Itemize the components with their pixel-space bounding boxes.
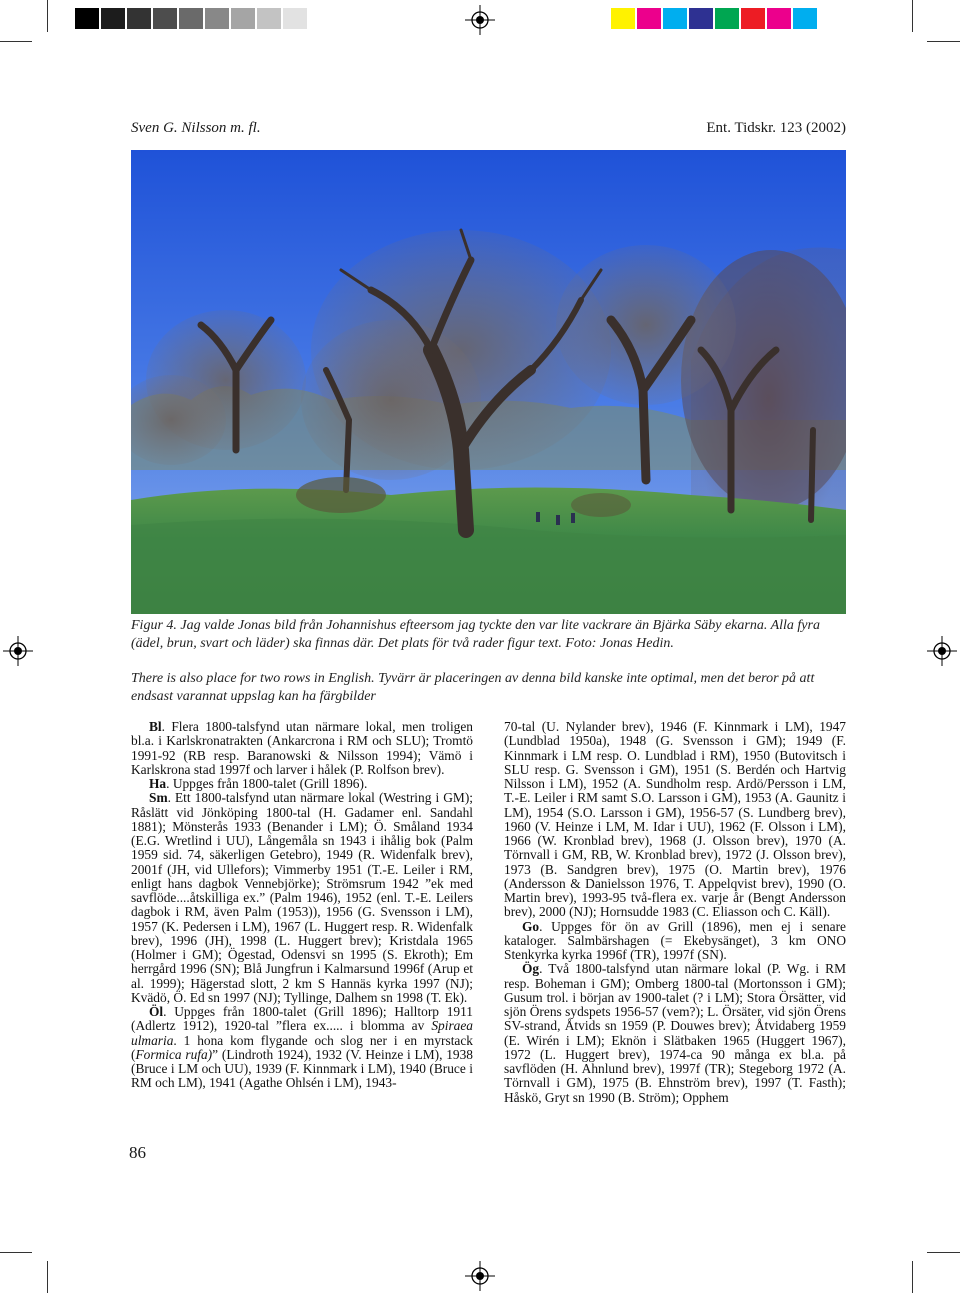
paragraph-oland [131, 1005, 473, 1091]
blue-swatch [689, 8, 713, 29]
gray-swatch [101, 8, 125, 29]
crop-mark [912, 0, 913, 32]
crop-mark [927, 1252, 960, 1253]
paragraph-text: . Uppges för ön av Grill (1896), men ej i senare kataloger. Salmbärshagen (= Ekebysänget), 3 km ONO Stenkyrka kyrka 1996f (TR), 1997f (SN). [504, 918, 846, 962]
figure-caption-swedish: Figur 4. Jag valde Jonas bild från Johannishus efteersom jag tyckte den var lite vackrare än Bjärka Säby ekarna. Alla fyra (ädel, brun, svart och läder) ska finnas där. Det plats för två rader figur text. Foto: Jonas Hedin. [131, 618, 820, 651]
figure-caption-english: There is also place for two rows in English. Tyvärr är placeringen av denna bild kanske inte optimal, men det beror på att endsast varannat uppslag kan ha färgbilder [131, 671, 815, 704]
cyan-swatch [663, 8, 687, 29]
paragraph-text: . Flera 1800-talsfynd utan närmare lokal, men troligen bl.a. i Karlskronatrakten (Ankarcrona i RM och SLU); Tromtö 1991-92 (RB resp. Baranowski & Nilsson 1994); Vämö i Karlskrona stad 1997f och larver i hålek (P. Rolfson brev). [131, 719, 473, 777]
yellow-swatch [611, 8, 635, 29]
crop-mark [0, 41, 32, 42]
page-number: 86 [129, 1143, 146, 1162]
running-head-author: Sven G. Nilsson m. fl. [131, 120, 261, 136]
gray-swatch [75, 8, 99, 29]
green-swatch [715, 8, 739, 29]
registration-mark-icon [465, 1261, 495, 1291]
gray-swatch [127, 8, 151, 29]
province-label: Ha [149, 776, 167, 791]
registration-mark-icon [927, 636, 957, 666]
gray-swatch [257, 8, 281, 29]
paragraph-smaland [131, 791, 473, 1005]
crop-mark [927, 41, 960, 42]
province-label: Bl [149, 719, 162, 734]
paragraph-blekinge [131, 720, 473, 777]
paragraph-gotland [504, 920, 846, 963]
body-column-left [131, 720, 473, 1091]
registration-mark-icon [465, 5, 495, 35]
color-calibration-bar [611, 0, 826, 36]
gray-swatch [283, 8, 307, 29]
paragraph-text: . Uppges från 1800-talet (Grill 1896); Halltorp 1911 (Adlertz 1912), 1920-tal ”flera ex..... i blomma av [131, 1004, 473, 1034]
paragraph-text: ” (Lindroth 1924), 1932 (V. Heinze i LM), 1938 (Bruce i LM och UU), 1939 (F. Kinnmark i LM), 1940 (Bruce i RM och LM), 1941 (Agathe Ohlsén i LM), 1943- [131, 1046, 473, 1091]
running-head-journal: Ent. Tidskr. 123 (2002) [706, 120, 846, 136]
red-swatch [741, 8, 765, 29]
gray-swatch [205, 8, 229, 29]
province-label: Ög [522, 961, 540, 977]
paragraph-halland [131, 777, 473, 791]
oak-pasture-photo [131, 150, 846, 614]
body-column-right [504, 720, 846, 1105]
paragraph-text: . Uppges från 1800-talet (Grill 1896). [166, 776, 368, 791]
magenta-swatch [767, 8, 791, 29]
paragraph-text: . Ett 1800-talsfynd utan närmare lokal (Westring i GM); Råslätt vid Jönköping 1800-tal (H. Gadamer enl. Sandahl 1881); Mönsterås 1933 (Benander i LM); Ö. Småland 1934 (E.G. Wretlind i UU), Långemåla sn 1943 i ihålig bok (Palm 1959 sid. 74, säkerligen Getebro), 1949 (R. Widenfalk brev), 2001f (JH, vid Ullefors); Vimmerby 1951 (T.-E. Leiler i RM, enligt hans dagbok Vennebjörke); Strömsrum 1942 ”ek med savflöde....åtskilliga ex.” (Palm 1946), 1952 (enl. T.-E. Leilers dagbok i RM, även Palm (1953)), 1956 (G. Svensson i LM), 1957 (K. Pedersen i LM), 1967 (L. Huggert resp. R. Widenfalk brev), 1996 (JH), 1998 (L. Huggert brev); Kristdala 1965 (Holmer i GM); Ögestad, Odensvi sn 1995 (S. Ekroth); Em herrgård 1996 (SN); Blå Jungfrun i Kalmarsund 1996f (Arup et al. 1999); Hägerstad slott, 2 km S Hannäs kyrka 1997 (NJ); Kvädö, Ö. Ed sn 1997 (NJ); Tyllinge, Dalhem sn 1998 (T. Ek). [131, 790, 473, 1005]
crop-mark [47, 1261, 48, 1293]
crop-mark [0, 1252, 32, 1253]
registration-mark-icon [3, 636, 33, 666]
paragraph-text: . 1 hona kom flygande och slog ner i en myrstack ( [131, 1032, 473, 1062]
crop-mark [912, 1261, 913, 1293]
gray-calibration-bar [75, 0, 315, 36]
gray-swatch [179, 8, 203, 29]
paragraph-ostergotland [504, 962, 846, 1105]
cyan-swatch [793, 8, 817, 29]
gray-swatch [231, 8, 255, 29]
species-name: Spiraea ulmaria [131, 1018, 473, 1048]
species-name: Formica rufa) [135, 1046, 213, 1062]
province-label: Go [522, 918, 540, 934]
paragraph-oland-continued: 70-tal (U. Nylander brev), 1946 (F. Kinnmark i LM), 1947 (Lundblad 1950a), 1948 (G. Svensson i GM); 1949 (F. Kinnmark i LM resp. O. Lundblad i RM), 1950 (Butovitsch i SLU resp. G. Svensson i GM), 1951 (S. Berdén och Hartvig Nilsson i LM), 1952 (A. Sundholm resp. Ardö/Persson i LM, T.-E. Leiler i RM samt S.O. Larsson i GM), 1953 (A. Gaunitz i LM), 1954 (S.O. Larsson i GM), 1956-57 (S. Lundberg brev), 1960 (V. Heinze i LM, M. Idar i UU), 1962 (F. Olsson i LM), 1966 (W. Kronblad brev), 1968 (J. Olsson brev), 1970 (A. Törnvall i GM, RB, W. Kronblad brev), 1972 (J. Olsson brev), 1973 (B. Sandgren brev), 1975 (O. Martin brev), 1976 (Andersson & Danielsson 1976, T. Appelqvist brev), 1990 (O. Martin brev), 1993-95 två-flera ex. varje år (Bengt Andersson brev), 2000 (NJ); Hornsudde 1983 (C. Eliasson och C. Käll). [504, 719, 846, 920]
magenta-swatch [637, 8, 661, 29]
crop-mark [47, 0, 48, 32]
gray-swatch [153, 8, 177, 29]
province-label: Sm [149, 790, 168, 806]
paragraph-text: . Två 1800-talsfynd utan närmare lokal (P. Wg. i RM resp. Boheman i GM); Omberg 1800-tal (Mortonsson i GM); Gusum trol. i början av 1900-talet (? i LM); Stora Örsätter, vid sjön Örens sydspets 1956-57 (vem?); L. Örsäter, vid sjön Örens SV-strand, Åtvids sn 1959 (P. Douwes brev); Åtvidaberg 1959 (E. Wirén i LM); Eknön i Slätbaken 1965 (Huggert 1967), 1972 (L. Huggert brev), 1974-ca 90 många ex bl.a. på savflöden (H. Ahnlund brev), 1997f (TR); Stegeborg 1972 (A. Törnvall i GM), 1975 (B. Ehnström brev), 1997 (T. Fasth); Håskö, Gryt sn 1990 (B. Ström); Opphem [504, 961, 846, 1105]
province-label: Öl [149, 1004, 164, 1019]
